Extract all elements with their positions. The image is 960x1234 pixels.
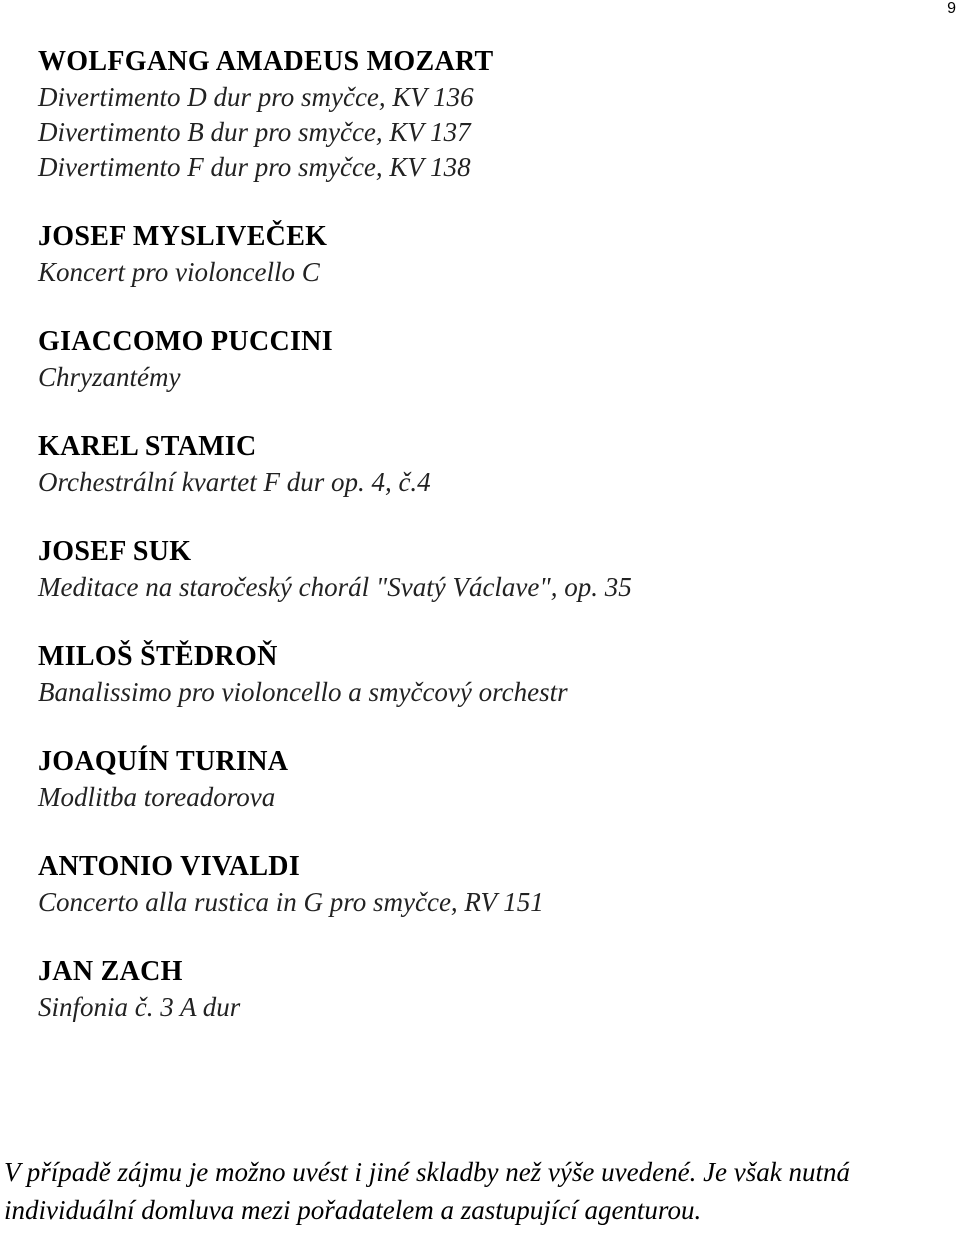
composer-block-myslivecek — [38, 219, 938, 290]
composer-block-mozart — [38, 44, 938, 185]
composer-name: GIACCOMO PUCCINI — [38, 326, 333, 357]
composer-block-stamic — [38, 429, 938, 500]
composer-name: MILOŠ ŠTĚDROŇ — [38, 641, 278, 672]
work-title: Divertimento F dur pro smyčce, KV 138 — [38, 152, 471, 182]
work-title: Divertimento B dur pro smyčce, KV 137 — [38, 117, 471, 147]
composer-block-turina — [38, 744, 938, 815]
page-number: 9 — [947, 0, 956, 17]
composer-name: JOAQUÍN TURINA — [38, 746, 289, 777]
work-title: Orchestrální kvartet F dur op. 4, č.4 — [38, 467, 431, 497]
composer-name: JOSEF SUK — [38, 536, 192, 567]
composer-block-puccini — [38, 324, 938, 395]
composer-block-suk — [38, 534, 938, 605]
composer-name: JOSEF MYSLIVEČEK — [38, 221, 328, 252]
composer-block-stedron — [38, 639, 938, 710]
work-title: Sinfonia č. 3 A dur — [38, 992, 241, 1022]
work-title: Divertimento D dur pro smyčce, KV 136 — [38, 82, 474, 112]
composer-name: JAN ZACH — [38, 956, 183, 987]
composer-block-zach — [38, 954, 938, 1025]
composer-name: ANTONIO VIVALDI — [38, 851, 301, 882]
program-list — [38, 44, 938, 1059]
work-title: Modlitba toreadorova — [38, 782, 276, 812]
work-title: Koncert pro violoncello C — [38, 257, 320, 287]
composer-block-vivaldi — [38, 849, 938, 920]
work-title: Chryzantémy — [38, 362, 181, 392]
composer-name: KAREL STAMIC — [38, 431, 257, 462]
footnote: V případě zájmu je možno uvést i jiné skladby než výše uvedené. Je však nutná individuální domluva mezi pořadatelem a zastupující agenturou. — [4, 1157, 851, 1225]
composer-name: WOLFGANG AMADEUS MOZART — [38, 46, 494, 77]
work-title: Meditace na staročeský chorál "Svatý Václave", op. 35 — [38, 572, 632, 602]
work-title: Concerto alla rustica in G pro smyčce, RV 151 — [38, 887, 544, 917]
work-title: Banalissimo pro violoncello a smyčcový orchestr — [38, 677, 568, 707]
